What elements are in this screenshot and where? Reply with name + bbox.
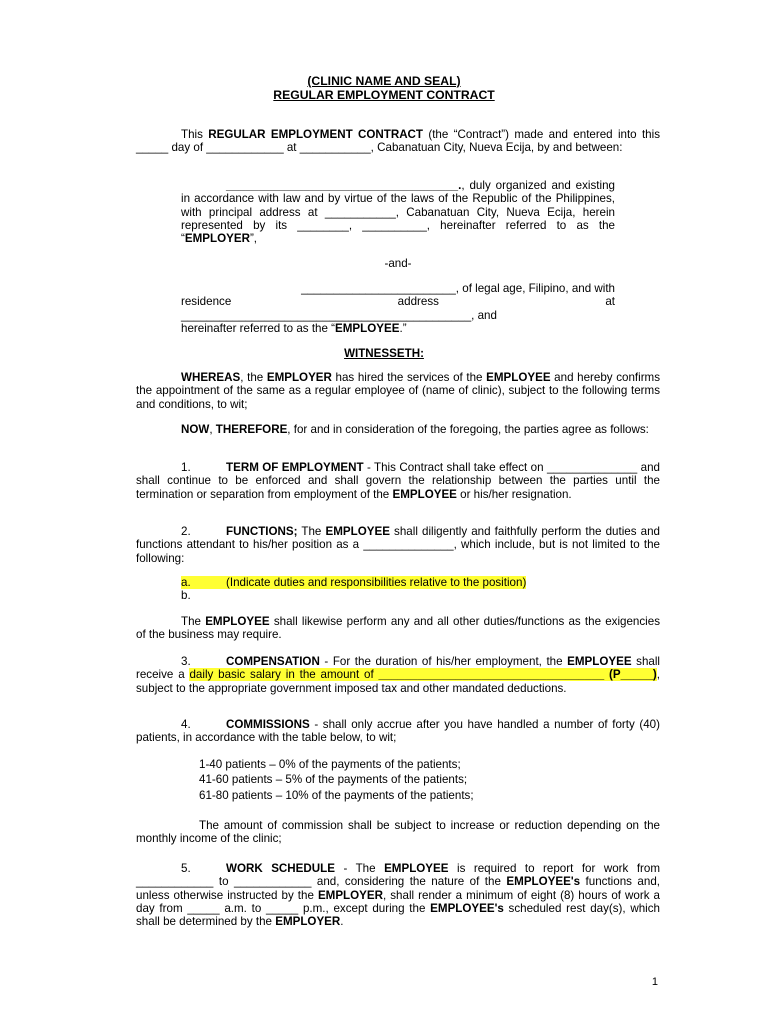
commission-rates-list xyxy=(199,758,474,802)
clause-functions: 2. FUNCTIONS; The EMPLOYEE shall diligently and faithfully perform the duties and functions attendant to his/her position as a ______________, which include, but is not limited to the following: xyxy=(136,525,660,565)
clause-term-of-employment: 1. TERM OF EMPLOYMENT - This Contract shall take effect on ______________ and shall continue to be enforced and shall govern the relationship between the parties until the termination or separation from employment of the EMPLOYEE or his/her resignation. xyxy=(136,461,660,501)
contract-title-inline: REGULAR EMPLOYMENT CONTRACT xyxy=(208,128,424,141)
witnesseth-heading: WITNESSETH: xyxy=(344,347,424,360)
now-therefore-paragraph: NOW, THEREFORE, for and in consideration of the foregoing, the parties agree as follows: xyxy=(181,423,649,436)
and-separator: -and- xyxy=(384,257,412,270)
clause-work-schedule: 5. WORK SCHEDULE - The EMPLOYEE is required to report for work from ____________ to ____________ and, considering the nature of the EMPLOYEE's functions and, unless otherwise instructed by the EMPLOYER, shall render a minimum of eight (8) hours of work a day from _____ a.m. to _____ p.m., except during the EMPLOYEE's scheduled rest day(s), which shall be determined by the EMPLOYER. xyxy=(136,862,661,929)
list-item: 41-60 patients – 5% of the payments of the patients; xyxy=(199,773,468,787)
clause-compensation: 3. COMPENSATION - For the duration of his/her employment, the EMPLOYEE shall receive a daily basic salary in the amount of ___________________________________ (P_____), subject to the appropriate government imposed tax and other mandated deductions. xyxy=(136,655,660,695)
intro-paragraph: This REGULAR EMPLOYMENT CONTRACT (the “Contract”) made and entered into this _____ day of ____________ at ___________, Cabanatuan City, Nueva Ecija, by and between: xyxy=(136,128,660,155)
employee-term: EMPLOYEE xyxy=(335,321,400,335)
whereas-paragraph: WHEREAS, the EMPLOYER has hired the services of the EMPLOYEE and hereby confirms the appointment of the same as a regular employee of (name of clinic), subject to the following terms and conditions, to wit; xyxy=(136,371,661,411)
page-number: 1 xyxy=(651,976,658,988)
list-item: 1-40 patients – 0% of the payments of the patients; xyxy=(199,758,461,771)
employee-paragraph: ________________________, of legal age, Filipino, and with residence address at _____________________________________________, and hereinafter referred to as the “EMPLOYEE.” xyxy=(181,282,615,335)
clause-commissions: 4. COMMISSIONS - shall only accrue after you have handled a number of forty (40) patients, in accordance with the table below, to wit; xyxy=(136,718,660,745)
clinic-name-heading: (CLINIC NAME AND SEAL) xyxy=(307,74,461,88)
salary-highlight: daily basic salary in the amount of ___________________________________ (P_____) xyxy=(189,668,657,682)
employer-paragraph: ____________________________________., duly organized and existing in accordance with law and by virtue of the laws of the Republic of the Philippines, with principal address at ___________, Cabanatuan City, Nueva Ecija, herein represented by its ________, __________, hereinafter referred to as the “EMPLOYER”, xyxy=(181,179,615,246)
employer-term: EMPLOYER xyxy=(184,232,250,246)
likewise-paragraph: The EMPLOYEE shall likewise perform any and all other duties/functions as the exigencies of the business may require. xyxy=(136,615,661,642)
commission-note: The amount of commission shall be subject to increase or reduction depending on the monthly income of the clinic; xyxy=(136,819,660,846)
functions-subitem-b: b. xyxy=(181,589,191,602)
functions-subitem-a: a. (Indicate duties and responsibilities relative to the position) xyxy=(181,576,527,589)
list-item: 61-80 patients – 10% of the payments of the patients; xyxy=(199,788,474,802)
contract-title: REGULAR EMPLOYMENT CONTRACT xyxy=(273,88,495,102)
